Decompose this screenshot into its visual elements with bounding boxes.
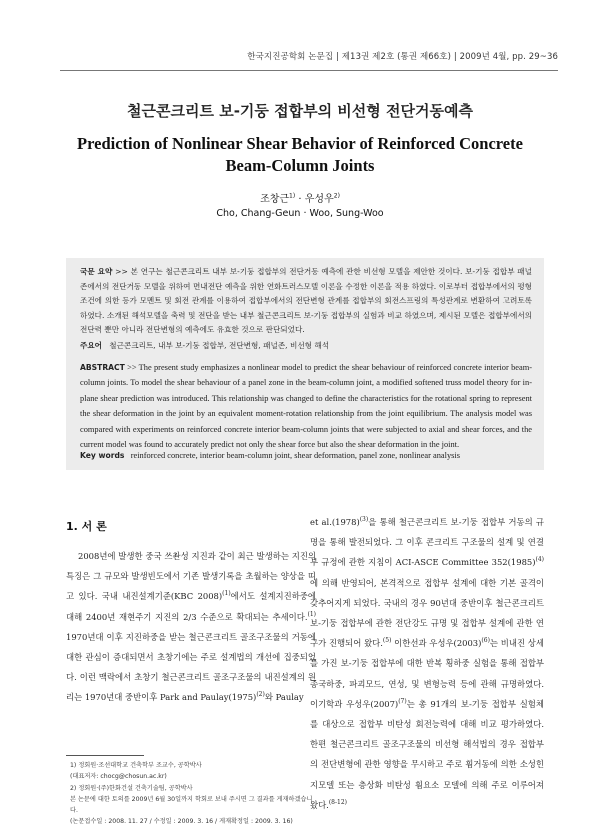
keywords-english-label: Key words [80,451,125,460]
author-separator: · [295,194,305,205]
body-text: 을 통해 철근콘크리트 보-기둥 접합부 거동의 규명을 통해 발전되었다. 그 이후 콘크리트 구조물의 설계 및 연결부 규정에 관한 지침이 ACI-ASCE Committee 352(1985) [310,517,544,568]
body-paragraph [66,546,316,708]
abstract-korean-text: >> 본 연구는 철근콘크리트 내부 보-기둥 접합부의 전단거동 예측에 관한 비선형 모델을 제안한 것이다. 보-기둥 접합부 패널존에서의 전단거동 모델을 위하여 면내전단 예측을 위한 연화트러스모델 이론을 수정한 이론을 적용 하였다. 이로부터 접합부에서의 평형조건에 의한 등가 모멘트 및 회전 관계를 이용하여 접합부에서의 전단변형 관계를 접합부의 회전스프링의 특성관계로 변환하여 고려토록 하였다. 소개된 해석모델을 축력 및 전단을 받는 내부 철근콘크리트 보-기둥 접합부의 실험과 비교 하였으며, 제시된 모델은 접합부에서의 전단력 뿐만 아니라 전단변형의 예측에도 유효한 것으로 판단되었다. [80,267,532,335]
author-1-korean: 조창근 [260,194,290,205]
abstract-korean-label: 국문 요약 [80,267,113,276]
citation-mark: (6) [481,637,490,645]
footnote-author-2: 2) 정회원·(주)한화건설 건축기술팀, 공학박사 [70,784,193,792]
body-paragraph [307,512,544,815]
authors-korean [0,190,600,205]
body-text: et al.(1978) [310,517,360,527]
footnote-dates: (논문접수일 : 2008. 11. 27 / 수정일 : 2009. 3. 16 / 게재확정일 : 2009. 3. 16) [70,818,293,826]
body-text: 1970년대 이후 지진하중을 받는 철근콘크리트 골조구조물의 거동에 대한 관심이 증대되면서 초창기에는 주로 설계법의 개선에 집중되었다. 이런 맥락에서 초창기 철근콘크리트 골조구조물의 내진설계의 원리는 1970년대 중반이후 Park and Paulay(1975) [66,631,316,703]
header-divider [60,70,558,71]
keywords-korean-label: 주요어 [80,341,103,350]
authors-english: Cho, Chang-Geun · Woo, Sung-Woo [216,208,384,219]
body-text: 는 비내진 상세를 가진 보-기둥 접합부에 대한 반복 횡하중 실험을 통해 접합부 종국하중, 파괴모드, 연성, 및 변형능력 등에 관해 규명하였다. 이기학과 우성우(2007) [310,638,544,709]
citation-mark: (2) [256,691,265,699]
keywords-korean-text: 철근콘크리트, 내부 보-기둥 접합부, 전단변형, 패널존, 비선형 해석 [109,341,330,350]
citation-mark: (5) [382,637,392,645]
footnotes [70,760,318,828]
keywords-english-text: reinforced concrete, interior beam-column joint, shear deformation, panel zone, nonlinear analysis [130,451,461,460]
body-text: 에서도 설계지진하중에 대해 2400년 재현주기 지진의 2/3 수준으로 확대되는 추세이다. [66,591,316,622]
citation-mark: (3) [359,516,369,524]
body-text: 는 총 91개의 보-기둥 접합부 실험체를 대상으로 접합부 비탄성 회전능력에 대해 비교 평가하였다. 한편 철근콘크리트 골조구조물의 비선형 해석법의 경우 접합부의 전단변형에 관한 영향을 무시하고 주로 휨거동에 의한 소성힌지모델 또는 층상화 비탄성 휨요소 모델에 의해 주로 이루어져 왔다. [310,698,544,810]
paper-title-english: Prediction of Nonlinear Shear Behavior of Reinforced Concrete Beam-Column Joints [77,134,523,175]
paper-title-korean: 철근콘크리트 보-기둥 접합부의 비선형 전단거동예측 [127,102,473,120]
citation-mark: (1) [222,590,231,598]
citation-mark: (4) [535,556,544,564]
section-heading-introduction: 1. 서 론 [66,520,107,533]
abstract-english-label: ABSTRACT [80,363,125,372]
body-text: 에 의해 반영되어, 본격적으로 접합부 설계에 대한 기본 골격이 갖추어지게 되었다. 국내의 경우 90년대 중반이후 철근콘크리트 보-기둥 접합부에 관한 전단강도 규명 및 접합부 설계에 관한 연구가 진행되어 왔다. [310,577,544,649]
footnote-divider [66,755,144,756]
citation-mark: (8-12) [328,799,348,807]
keywords-korean [80,339,532,354]
citation-mark: (7) [398,698,407,706]
abstract-korean [80,265,532,338]
footnote-discussion: 본 논문에 대한 토의를 2009년 6월 30일까지 학회로 보내 주시면 그 결과를 게재하겠습니다. [70,795,313,815]
author-2-korean: 우성우 [304,194,334,205]
author-1-affiliation-mark: 1) [289,192,296,200]
body-text: 2008년에 발생한 중국 쓰촨성 지진과 같이 최근 발생하는 지진의 특징은 그 규모와 발생빈도에서 기존 발생기록을 초월하는 양상을 띠고 있다. 국내 내진설계기준(KBC 2008) [66,551,316,602]
footnote-corresponding: (대표저자: chocg@chosun.ac.kr) [70,773,167,781]
journal-header: 한국지진공학회 논문집 | 제13권 제2호 (통권 제66호) | 2009년 4월, pp. 29~36 [247,52,558,62]
body-column-right [307,512,544,815]
body-column-left [66,546,316,708]
body-text: 이한선과 우성우(2003) [391,638,482,649]
body-text: 와 Paulay [264,692,304,703]
keywords-english [80,449,532,464]
citation-mark: (1) [307,610,316,618]
footnote-author-1: 1) 정회원·조선대학교 건축학부 조교수, 공학박사 [70,762,202,769]
abstract-english-text: >> The present study emphasizes a nonlinear model to predict the shear behaviour of reinforced concrete interior beam-column joints. To model the shear behaviour of a panel zone in the beam-column joint, a modified softened truss model theory for in-plane shear prediction was introduced. This relationship was changed to define the characteristics for the rotational spring to represent the shear deformation in the joint by an equivalent moment-rotation relationship from the joint equilibrium. The analysis model was compared with experiments on reinforced concrete interior beam-column joints that were subjected to axial and shear forces, and the current model was found to accurately predict not only the shear force but also the shear deformation in the joint. [80,363,532,450]
author-2-affiliation-mark: 2) [333,192,340,200]
abstract-english [80,360,532,452]
